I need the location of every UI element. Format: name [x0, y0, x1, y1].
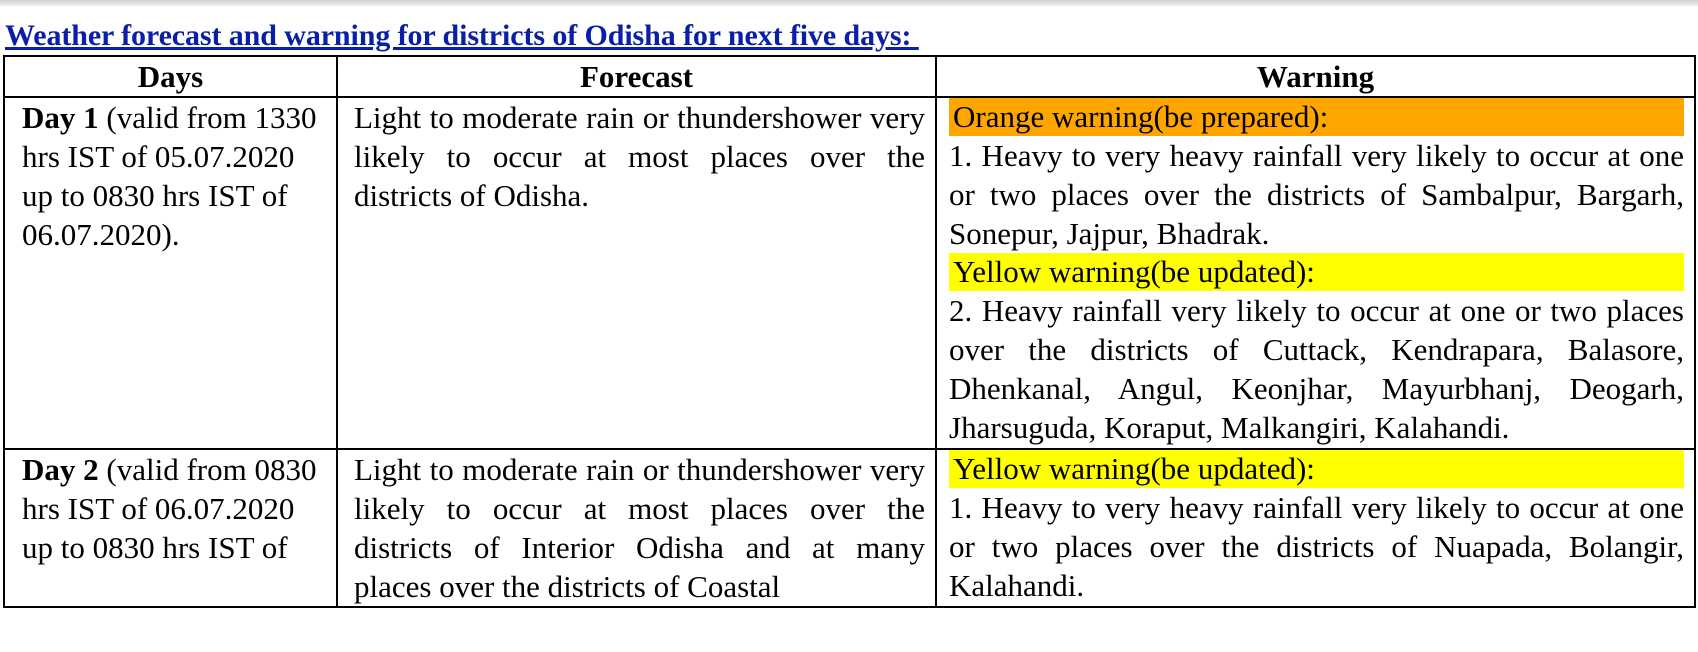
header-forecast: Forecast [337, 56, 936, 97]
warning-text: 1. Heavy to very heavy rainfall very likely to occur at one or two places over the districts of Nuapada, Bolangir, Kalahandi. [949, 490, 1684, 603]
day-cell [4, 97, 337, 449]
warning-cell [936, 97, 1695, 449]
table-row [4, 449, 1695, 607]
header-days: Days [4, 56, 337, 97]
day-label: Day 1 [22, 100, 99, 135]
warning-text: 1. Heavy to very heavy rainfall very likely to occur at one or two places over the districts of Sambalpur, Bargarh, Sonepur, Jajpur, Bhadrak. [949, 138, 1684, 251]
day-validity: (valid from 0830 hrs IST of 06.07.2020 up to 0830 hrs IST of [22, 452, 317, 565]
forecast-table [3, 55, 1696, 608]
forecast-cell: Light to moderate rain or thundershower very likely to occur at most places over the districts of Odisha. [337, 97, 936, 449]
top-edge [0, 0, 1698, 6]
page-title: Weather forecast and warning for districts of Odisha for next five days: [5, 19, 919, 52]
warning-cell [936, 449, 1695, 607]
table-row [4, 97, 1695, 449]
header-warning: Warning [936, 56, 1695, 97]
orange-warning-badge: Orange warning(be prepared): [949, 98, 1684, 136]
day-validity: (valid from 1330 hrs IST of 05.07.2020 up to 0830 hrs IST of 06.07.2020). [22, 100, 317, 252]
yellow-warning-badge: Yellow warning(be updated): [949, 253, 1684, 291]
forecast-cell: Light to moderate rain or thundershower very likely to occur at most places over the districts of Interior Odisha and at many places over the districts of Coastal [337, 449, 936, 607]
table-header-row [4, 56, 1695, 97]
warning-text: 2. Heavy rainfall very likely to occur at one or two places over the districts of Cuttack, Kendrapara, Balasore, Dhenkanal, Angul, Keonjhar, Mayurbhanj, Deogarh, Jharsuguda, Koraput, Malkangiri, Kalahandi. [949, 293, 1684, 445]
day-cell [4, 449, 337, 607]
yellow-warning-badge: Yellow warning(be updated): [949, 450, 1684, 488]
day-label: Day 2 [22, 452, 99, 487]
